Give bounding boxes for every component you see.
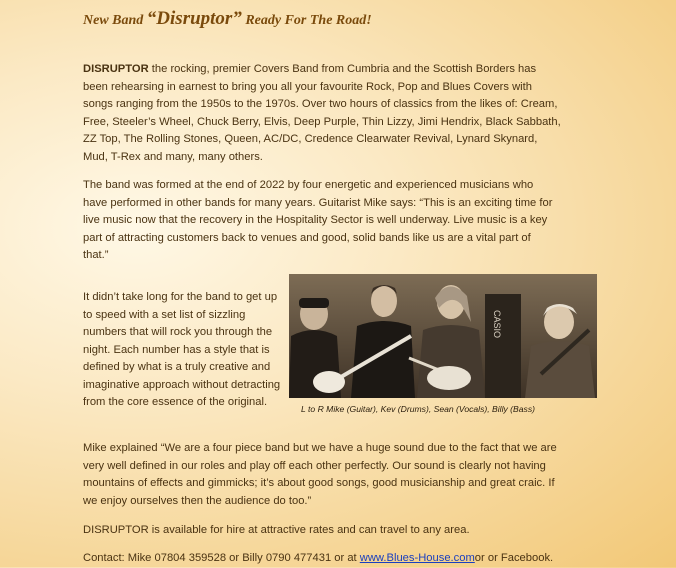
- band-photo: [289, 274, 597, 398]
- setlist-paragraph: It didn’t take long for the band to get up to speed with a set list of sizzling numbers that will rock you through the night. Each number has a style that is defined by what is a truly creative and imaginative approach without detracting from the core essence of the original.: [83, 291, 281, 408]
- intro-text: the rocking, premier Covers Band from Cumbria and the Scottish Borders has been rehearsing in earnest to bring you all your favourite Rock, Pop and Blues Covers with songs ranging from the 1950s to the 1970s. Over two hours of classics from the likes of: Cream, Free, Steeler’s Wheel, Chuck Berry, Elvis, Deep Purple, Thin Lizzy, Jimi Hendrix, Black Sabbath, ZZ Top, The Rolling Stones, Queen, AC/DC, Credence Clearwater Revival, Lynard Skynard, Mud, T-Rex and many, many others.: [83, 63, 561, 163]
- band-name-bold: DISRUPTOR: [83, 63, 149, 75]
- contact-line: [83, 550, 583, 568]
- headline-prefix: New Band: [83, 13, 147, 28]
- formation-paragraph: The band was formed at the end of 2022 by four energetic and experienced musicians who have performed in other bands for many years. Guitarist Mike says: “This is an exciting time for live music now that the recovery in the Hospitality Sector is well underway. Live music is a key part of attracting customers back to venues and good, solid bands like us are a vital part of that.”: [83, 179, 553, 261]
- availability-paragraph: DISRUPTOR is available for hire at attractive rates and can travel to any area.: [83, 524, 470, 536]
- contact-suffix: or or Facebook.: [474, 552, 554, 564]
- website-link[interactable]: www.Blues-House.com: [359, 552, 475, 564]
- amp-label: CASIO: [492, 310, 502, 339]
- band-photo-illustration: [289, 274, 597, 398]
- contact-prefix: Contact: Mike 07804 359528 or Billy 0790 477431 or at: [83, 552, 360, 564]
- headline-suffix: Ready For The Road!: [241, 13, 372, 28]
- intro-paragraph: [83, 61, 563, 166]
- photo-caption: L to R Mike (Guitar), Kev (Drums), Sean (Vocals), Billy (Bass): [301, 404, 535, 414]
- headline: [83, 8, 372, 30]
- sound-paragraph: Mike explained “We are a four piece band but we have a huge sound due to the fact that we are very well defined in our roles and play off each other perfectly. Our sound is clearly not having mountains of effects and gimmicks; it’s about good songs, good musicianship and great craic. If we enjoy ourselves then the audience do too.”: [83, 442, 557, 507]
- headline-band-name: “Disruptor”: [146, 8, 242, 29]
